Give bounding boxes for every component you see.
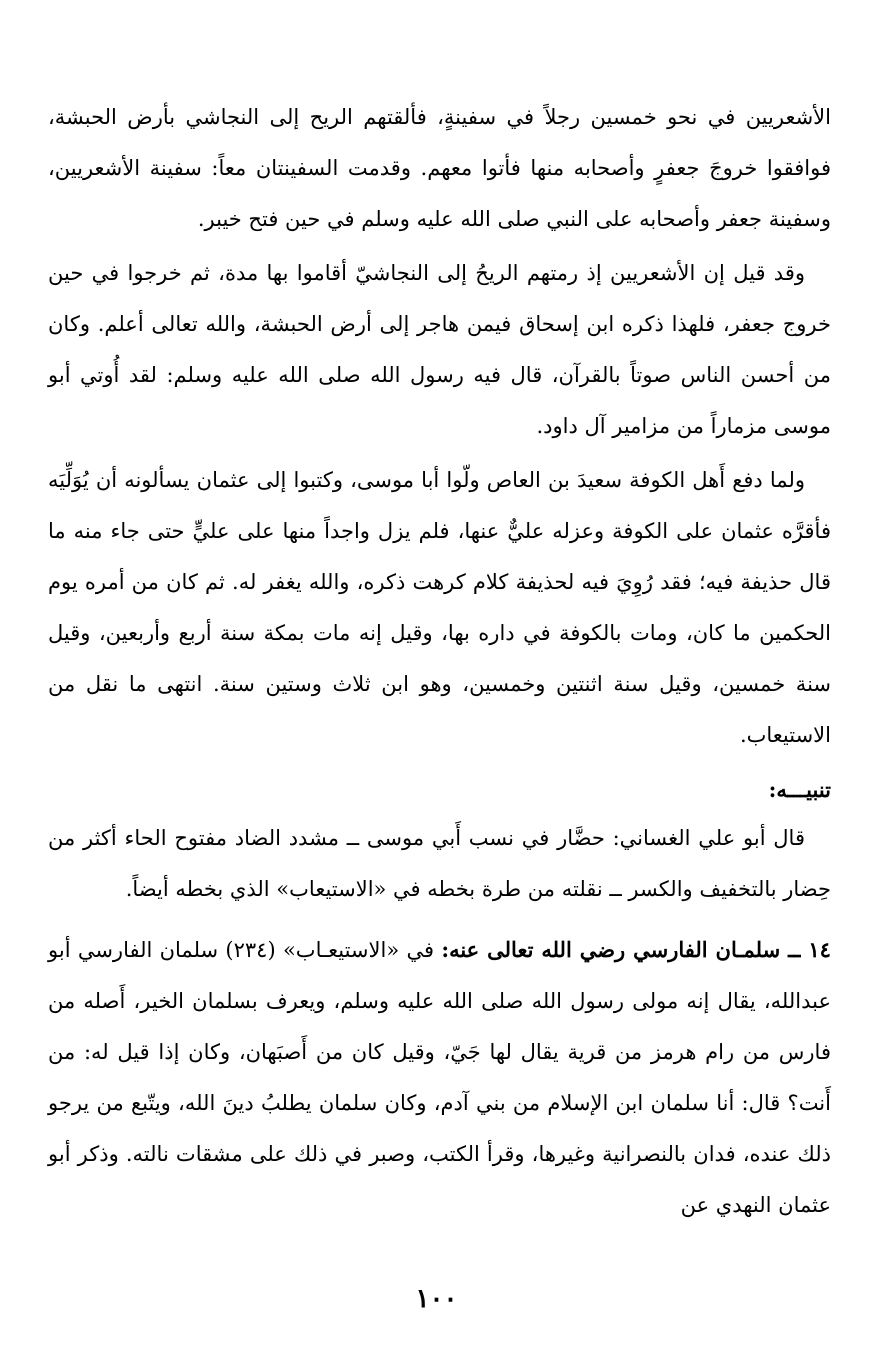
entry-heading: ١٤ ــ سلمـان الفارسي رضي الله تعالى عنه: xyxy=(441,937,831,962)
entry-body: سلمان الفارسي أبو عبدالله، يقال إنه مولى رسول الله صلى الله عليه وسلم، ويعرف بسلمان الخير، أَصله من فارس من رام هرمز من قرية يقال لها جَيّ، وقيل كان من أَصبَهان، وكان إذا قيل له: من أَنت؟ قال: أنا سلمان ابن الإسلام من بني آدم، وكان سلمان يطلبُ دينَ الله، ويتّبع من يرجو ذلك عنده، فدان بالنصرانية وغيرها، وقرأ الكتب، وصبر في ذلك على مشقات نالته. وذكر أبو عثمان النهدي عن xyxy=(48,938,831,1217)
paragraph-3: ولما دفع أَهل الكوفة سعيدَ بن العاص ولّوا أبا موسى، وكتبوا إلى عثمان يسألونه أن يُوَلِّيَه فأقرَّه عثمان على الكوفة وعزله عليٌّ عنها، فلم يزل واجداً منها على عليٍّ حتى جاء منه ما قال حذيفة فيه؛ فقد رُوِيَ فيه لحذيفة كلام كرهت ذكره، والله يغفر له. ثم كان من أمره يوم الحكمين ما كان، ومات بالكوفة في داره بها، وقيل إنه مات بمكة سنة أربع وأربعين، وقيل سنة خمسين، وقيل سنة اثنتين وخمسين، وهو ابن ثلاث وستين سنة. انتهى ما نقل من الاستيعاب. xyxy=(48,468,831,747)
page-number: ١٠٠ xyxy=(415,1284,458,1314)
entry-paragraph xyxy=(48,924,831,1231)
entry-source: في «الاستيعـاب» (٢٣٤) xyxy=(225,938,435,962)
page-content xyxy=(48,92,831,1231)
notice-paragraph: قال أبو علي الغساني: حضَّار في نسب أَبي موسى ــ مشدد الضاد مفتوح الحاء أكثر من حِضار بالتخفيف والكسر ــ نقلته من طرة بخطه في «الاستيعاب» الذي بخطه أيضاً. xyxy=(48,826,831,901)
notice-heading: تنبيـــه: xyxy=(768,777,831,802)
paragraph-1: الأشعريين في نحو خمسين رجلاً في سفينةٍ، فألقتهم الريح إلى النجاشي بأرض الحبشة، فوافقوا خروجَ جعفرٍ وأصحابه منها فأتوا معهم. وقدمت السفينتان معاً: سفينة الأشعريين، وسفينة جعفر وأصحابه على النبي صلى الله عليه وسلم في حين فتح خيبر. xyxy=(48,105,831,231)
paragraph-2: وقد قيل إن الأشعريين إذ رمتهم الريحُ إلى النجاشيّ أقاموا بها مدة، ثم خرجوا في حين خروج جعفر، فلهذا ذكره ابن إسحاق فيمن هاجر إلى أرض الحبشة، والله تعالى أعلم. وكان من أحسن الناس صوتاً بالقرآن، قال فيه رسول الله صلى الله عليه وسلم: لقد أُوتي أبو موسى مزماراً من مزامير آل داود. xyxy=(48,261,831,438)
